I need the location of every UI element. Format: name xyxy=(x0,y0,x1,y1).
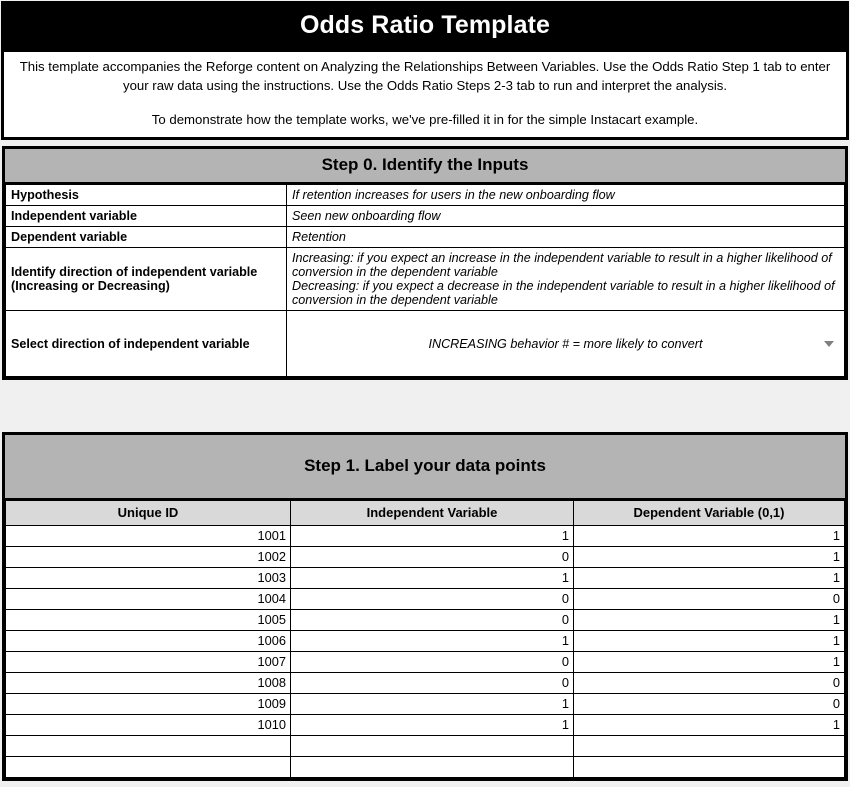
table-row xyxy=(6,673,845,694)
cell-dependent-variable[interactable]: 1 xyxy=(574,652,845,673)
cell-dependent-variable[interactable]: 1 xyxy=(574,631,845,652)
cell-dependent-variable[interactable]: 1 xyxy=(574,715,845,736)
cell-independent-variable[interactable]: 1 xyxy=(291,715,574,736)
cell-unique-id[interactable]: 1005 xyxy=(6,610,291,631)
identify-direction-label: Identify direction of independent variable (Increasing or Decreasing) xyxy=(6,248,287,311)
table-row xyxy=(6,715,845,736)
cell-unique-id[interactable]: 1008 xyxy=(6,673,291,694)
table-row xyxy=(6,610,845,631)
intro-paragraph-2: To demonstrate how the template works, we've pre-filled it in for the simple Instacart example. xyxy=(151,112,699,128)
column-header-unique-id: Unique ID xyxy=(6,501,291,526)
hypothesis-label: Hypothesis xyxy=(6,185,287,206)
cell-dependent-variable[interactable]: 1 xyxy=(574,526,845,547)
dependent-variable-value[interactable]: Retention xyxy=(287,227,845,248)
cell-independent-variable[interactable]: 0 xyxy=(291,673,574,694)
cell-independent-variable[interactable]: 1 xyxy=(291,694,574,715)
chevron-down-icon[interactable] xyxy=(824,341,834,347)
independent-variable-label: Independent variable xyxy=(6,206,287,227)
table-row xyxy=(6,694,845,715)
table-row xyxy=(6,736,845,757)
cell-unique-id[interactable]: 1002 xyxy=(6,547,291,568)
step-0-header: Step 0. Identify the Inputs xyxy=(5,149,845,184)
step-1-header: Step 1. Label your data points xyxy=(5,435,845,500)
page-title: Odds Ratio Template xyxy=(4,4,846,49)
cell-unique-id[interactable]: 1004 xyxy=(6,589,291,610)
cell-unique-id[interactable]: 1007 xyxy=(6,652,291,673)
cell-unique-id[interactable]: 1010 xyxy=(6,715,291,736)
cell-dependent-variable[interactable]: 0 xyxy=(574,694,845,715)
table-row xyxy=(6,568,845,589)
cell-independent-variable[interactable]: 1 xyxy=(291,631,574,652)
table-row xyxy=(6,227,845,248)
table-row xyxy=(6,589,845,610)
cell-independent-variable[interactable]: 0 xyxy=(291,652,574,673)
cell-dependent-variable[interactable] xyxy=(574,757,845,778)
cell-unique-id[interactable]: 1003 xyxy=(6,568,291,589)
table-row xyxy=(6,757,845,778)
direction-decreasing-text: Decreasing: if you expect a decrease in the independent variable to result in a higher likelihood of conversion in the dependent variable xyxy=(292,279,835,307)
cell-dependent-variable[interactable]: 0 xyxy=(574,673,845,694)
select-direction-label: Select direction of independent variable xyxy=(6,311,287,377)
step-1-section xyxy=(2,432,848,781)
column-header-dependent-variable: Dependent Variable (0,1) xyxy=(574,501,845,526)
cell-unique-id[interactable]: 1006 xyxy=(6,631,291,652)
cell-dependent-variable[interactable]: 1 xyxy=(574,568,845,589)
cell-independent-variable[interactable] xyxy=(291,736,574,757)
step-1-table-body xyxy=(6,526,845,778)
table-row xyxy=(6,526,845,547)
cell-unique-id[interactable] xyxy=(6,757,291,778)
table-row xyxy=(6,547,845,568)
step-1-data-table xyxy=(5,500,845,778)
table-row xyxy=(6,652,845,673)
hypothesis-value[interactable]: If retention increases for users in the new onboarding flow xyxy=(287,185,845,206)
table-row xyxy=(6,311,845,377)
cell-dependent-variable[interactable]: 1 xyxy=(574,610,845,631)
table-row xyxy=(6,185,845,206)
independent-variable-value[interactable]: Seen new onboarding flow xyxy=(287,206,845,227)
table-row xyxy=(6,206,845,227)
cell-unique-id[interactable]: 1001 xyxy=(6,526,291,547)
cell-dependent-variable[interactable] xyxy=(574,736,845,757)
step-0-table xyxy=(5,184,845,377)
intro-text-box xyxy=(4,49,846,137)
table-row xyxy=(6,248,845,311)
cell-independent-variable[interactable]: 0 xyxy=(291,610,574,631)
cell-unique-id[interactable]: 1009 xyxy=(6,694,291,715)
cell-independent-variable[interactable]: 1 xyxy=(291,568,574,589)
step-0-section xyxy=(2,146,848,380)
identify-direction-value xyxy=(287,248,845,311)
select-direction-value: INCREASING behavior # = more likely to convert xyxy=(428,336,703,351)
title-block xyxy=(1,1,849,140)
table-header-row xyxy=(6,501,845,526)
cell-independent-variable[interactable]: 0 xyxy=(291,589,574,610)
cell-independent-variable[interactable]: 0 xyxy=(291,547,574,568)
direction-increasing-text: Increasing: if you expect an increase in the independent variable to result in a higher likelihood of conversion in the dependent variable xyxy=(292,251,832,279)
column-header-independent-variable: Independent Variable xyxy=(291,501,574,526)
cell-unique-id[interactable] xyxy=(6,736,291,757)
intro-spacer xyxy=(12,95,838,110)
intro-paragraph-1: This template accompanies the Reforge content on Analyzing the Relationships Between Variables. Use the Odds Ratio Step 1 tab to enter your raw data using the instructions. Use the Odds Ratio Steps 2-3 tab to run and interpret the analysis. xyxy=(19,59,831,94)
table-row xyxy=(6,631,845,652)
cell-independent-variable[interactable]: 1 xyxy=(291,526,574,547)
cell-dependent-variable[interactable]: 1 xyxy=(574,547,845,568)
dependent-variable-label: Dependent variable xyxy=(6,227,287,248)
select-direction-dropdown[interactable] xyxy=(287,311,845,377)
cell-dependent-variable[interactable]: 0 xyxy=(574,589,845,610)
cell-independent-variable[interactable] xyxy=(291,757,574,778)
